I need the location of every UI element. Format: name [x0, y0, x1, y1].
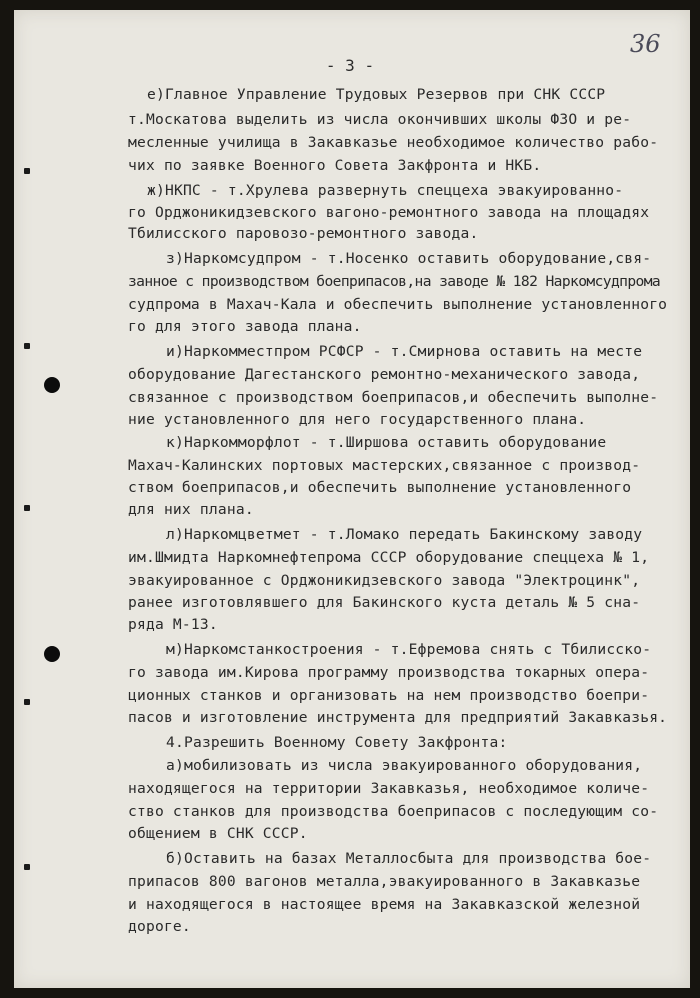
- text-line: ционных станков и организовать на нем производство боепри-: [128, 687, 650, 704]
- text-line: пасов и изготовление инструмента для предприятий Закавказья.: [128, 709, 668, 726]
- text-line: з)Наркомсудпром - т.Носенко оставить оборудование,свя-: [166, 250, 652, 267]
- text-line: чих по заявке Военного Совета Закфронта и НКБ.: [128, 157, 542, 174]
- text-line: связанное с производством боеприпасов,и обеспечить выполне-: [128, 389, 659, 406]
- binding-mark: [24, 505, 30, 511]
- text-line: ние установленного для него государственного плана.: [128, 411, 587, 428]
- text-line: го Орджоникидзевского вагоно-ремонтного завода на площадях: [128, 204, 650, 221]
- text-line: общением в СНК СССР.: [128, 825, 308, 842]
- text-line: и)Наркомместпром РСФСР - т.Смирнова оставить на месте: [166, 343, 643, 360]
- binding-mark: [24, 343, 30, 349]
- punch-hole: [44, 646, 60, 662]
- text-line: Махач-Калинских портовых мастерских,связанное с производ-: [128, 457, 641, 474]
- text-line: и находящегося в настоящее время на Закавказской железной: [128, 896, 641, 913]
- text-line: б)Оставить на базах Металлосбыта для производства бое-: [166, 850, 652, 867]
- archive-page-number: 36: [630, 30, 661, 58]
- page-number: - 3 -: [325, 56, 375, 75]
- text-line: им.Шмидта Наркомнефтепрома СССР оборудование спеццеха № 1,: [128, 549, 650, 566]
- binding-mark: [24, 168, 30, 174]
- text-line: ряда М-13.: [128, 616, 218, 633]
- text-line: ство станков для производства боеприпасов с последующим со-: [128, 803, 659, 820]
- text-line: дороге.: [128, 918, 191, 935]
- text-line: судпрома в Махач-Кала и обеспечить выполнение установленного: [128, 296, 668, 313]
- text-line: занное с производством боеприпасов,на заводе № 182 Наркомсудпрома: [128, 273, 661, 290]
- text-line: м)Наркомстанкостроения - т.Ефремова снять с Тбилисско-: [166, 641, 652, 658]
- text-line: припасов 800 вагонов металла,эвакуированного в Закавказье: [128, 873, 641, 890]
- text-line: го завода им.Кирова программу производства токарных опера-: [128, 664, 650, 681]
- text-line: ранее изготовлявшего для Бакинского куста деталь № 5 сна-: [128, 594, 641, 611]
- text-line: месленные училища в Закавказье необходимое количество рабо-: [128, 134, 659, 151]
- text-line: а)мобилизовать из числа эвакуированного оборудования,: [166, 757, 643, 774]
- text-line: ством боеприпасов,и обеспечить выполнение установленного: [128, 479, 632, 496]
- text-line: ж)НКПС - т.Хрулева развернуть спеццеха эвакуированно-: [147, 182, 624, 199]
- punch-hole: [44, 377, 60, 393]
- text-line: эвакуированное с Орджоникидзевского завода "Электроцинк",: [128, 572, 641, 589]
- text-line: находящегося на территории Закавказья, необходимое количе-: [128, 780, 650, 797]
- text-line: т.Москатова выделить из числа окончивших школы ФЗО и ре-: [128, 111, 632, 128]
- text-line: 4.Разрешить Военному Совету Закфронта:: [166, 734, 508, 751]
- text-line: для них плана.: [128, 501, 254, 518]
- text-line: го для этого завода плана.: [128, 318, 362, 335]
- binding-mark: [24, 699, 30, 705]
- text-line: е)Главное Управление Трудовых Резервов при СНК СССР: [147, 86, 606, 103]
- text-line: оборудование Дагестанского ремонтно-механического завода,: [128, 366, 641, 383]
- text-line: л)Наркомцветмет - т.Ломако передать Бакинскому заводу: [166, 526, 643, 543]
- binding-mark: [24, 864, 30, 870]
- text-line: к)Наркомморфлот - т.Ширшова оставить оборудование: [166, 434, 607, 451]
- text-line: Тбилисского паровозо-ремонтного завода.: [128, 225, 479, 242]
